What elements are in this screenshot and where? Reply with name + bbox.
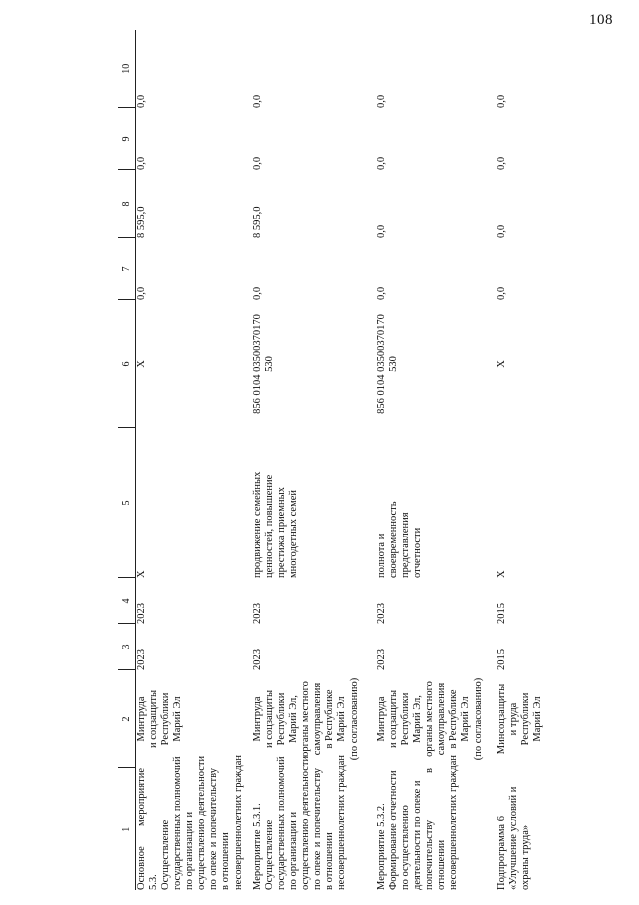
value-col-8-cell bbox=[136, 170, 253, 238]
end-year-cell bbox=[252, 578, 376, 624]
item-name-line: по организации и bbox=[288, 811, 300, 890]
executor-line: самоуправления bbox=[312, 682, 324, 756]
column-header: 3 bbox=[118, 624, 136, 670]
start-year-value: 2015 bbox=[496, 649, 507, 670]
column-header: 10 bbox=[118, 30, 136, 108]
value-col-10-cell bbox=[376, 30, 496, 108]
budget-code-line: 530 bbox=[388, 356, 400, 372]
value-col-9-value: 0,0 bbox=[252, 156, 263, 170]
value-col-7-cell bbox=[376, 238, 496, 300]
end-year-value: 2023 bbox=[252, 603, 263, 624]
executor-line: Минтруда bbox=[376, 696, 387, 742]
value-col-8-value: 8 595,0 bbox=[136, 206, 147, 238]
executor-line: и труда bbox=[508, 702, 520, 736]
item-name-line: Осуществление bbox=[264, 819, 276, 890]
item-name-line: несовершеннолетних граждан bbox=[232, 754, 244, 890]
executor-cell bbox=[376, 670, 496, 768]
executor-line: Марий Эл bbox=[336, 696, 348, 742]
executor-line: (по согласованию) bbox=[348, 677, 360, 761]
value-col-9-value: 0,0 bbox=[496, 156, 507, 170]
budget-code-cell bbox=[496, 300, 544, 428]
item-name-line: по опеке и попечительству bbox=[312, 768, 324, 890]
value-col-8-value: 0,0 bbox=[496, 224, 507, 238]
item-name-line: Подпрограмма 6 bbox=[496, 816, 507, 890]
expected-result-line: представления bbox=[400, 512, 412, 578]
executor-line: Марий Эл bbox=[532, 696, 544, 742]
column-header: 7 bbox=[118, 238, 136, 300]
item-name-line: «Улучшение условий и bbox=[508, 786, 520, 890]
item-name-line: Формирование отчетности bbox=[388, 770, 400, 890]
table-row bbox=[376, 30, 496, 890]
start-year-value: 2023 bbox=[376, 649, 387, 670]
budget-code-line: 856 0104 03500370170 bbox=[376, 314, 387, 414]
item-name-line: Мероприятие 5.3.1. bbox=[252, 803, 263, 890]
executor-line: Минсоцзащиты bbox=[496, 683, 507, 755]
item-name-cell bbox=[496, 768, 544, 890]
item-name-cell bbox=[136, 754, 253, 890]
start-year-cell bbox=[136, 624, 253, 670]
column-header: 2 bbox=[118, 670, 136, 768]
value-col-7-value: 0,0 bbox=[252, 286, 263, 300]
value-col-10-value: 0,0 bbox=[252, 94, 263, 108]
column-header: 1 bbox=[118, 768, 136, 890]
value-col-7-value: 0,0 bbox=[496, 286, 507, 300]
value-col-8-cell bbox=[496, 170, 544, 238]
budget-code-line: 530 bbox=[264, 356, 276, 372]
table-row bbox=[252, 30, 376, 890]
item-name-line: в отношении bbox=[220, 832, 232, 890]
value-col-7-cell bbox=[496, 238, 544, 300]
start-year-cell bbox=[252, 624, 376, 670]
column-header: 5 bbox=[118, 428, 136, 578]
page-number: 108 bbox=[589, 12, 613, 28]
value-col-8-cell bbox=[376, 170, 496, 238]
start-year-value: 2023 bbox=[252, 649, 263, 670]
executor-cell bbox=[136, 670, 253, 768]
value-col-8-cell bbox=[252, 170, 376, 238]
value-col-9-value: 0,0 bbox=[376, 156, 387, 170]
item-name-line: государственных полномочий bbox=[276, 756, 288, 890]
executor-line: и соцзащиты bbox=[148, 689, 160, 749]
end-year-cell bbox=[376, 578, 496, 624]
value-col-9-cell bbox=[376, 108, 496, 170]
value-col-10-value: 0,0 bbox=[136, 94, 147, 108]
executor-line: в Республике bbox=[324, 689, 336, 749]
value-col-8-value: 0,0 bbox=[376, 224, 387, 238]
start-year-value: 2023 bbox=[136, 649, 147, 670]
item-name-line: в отношении bbox=[324, 832, 336, 890]
executor-line: Республики bbox=[400, 692, 412, 746]
budget-code-cell bbox=[252, 300, 376, 428]
item-name-line: по опеке и попечительству bbox=[208, 768, 220, 890]
expected-result-cell bbox=[136, 428, 253, 578]
value-col-7-value: 0,0 bbox=[136, 286, 147, 300]
item-name-line: по организации и bbox=[184, 811, 196, 890]
expected-result-line: X bbox=[496, 570, 507, 578]
executor-cell bbox=[496, 670, 544, 768]
expected-result-line: многодетных семей bbox=[288, 489, 300, 578]
value-col-7-cell bbox=[252, 238, 376, 300]
item-name-cell bbox=[252, 754, 376, 890]
value-col-9-cell bbox=[252, 108, 376, 170]
executor-line: органы местного bbox=[424, 681, 436, 757]
end-year-cell bbox=[496, 578, 544, 624]
rotated-table-sheet bbox=[118, 30, 618, 890]
expected-result-line: ценностей, повышение bbox=[264, 474, 276, 578]
column-header: 8 bbox=[118, 170, 136, 238]
value-col-10-value: 0,0 bbox=[496, 94, 507, 108]
executor-line: Минтруда bbox=[252, 696, 263, 742]
executor-line: Республики bbox=[276, 692, 288, 746]
expected-result-cell bbox=[252, 428, 376, 578]
expected-result-cell bbox=[376, 428, 496, 578]
value-col-10-value: 0,0 bbox=[376, 94, 387, 108]
expected-result-line: своевременность bbox=[388, 501, 400, 578]
item-name-line: попечительству в отношении bbox=[424, 768, 448, 890]
executor-line: Республики bbox=[160, 692, 172, 746]
end-year-cell bbox=[136, 578, 253, 624]
item-name-line: охраны труда» bbox=[520, 824, 532, 890]
value-col-10-cell bbox=[136, 30, 253, 108]
budget-code-line: 856 0104 03500370170 bbox=[252, 314, 263, 414]
executor-line: Марий Эл bbox=[172, 696, 184, 742]
end-year-value: 2015 bbox=[496, 603, 507, 624]
item-name-line: осуществлению деятельности bbox=[300, 755, 312, 890]
column-number-row bbox=[118, 30, 136, 890]
item-name-cell bbox=[376, 754, 496, 890]
value-col-9-cell bbox=[496, 108, 544, 170]
expected-result-line: отчетности bbox=[412, 527, 424, 578]
budget-code-line: X bbox=[496, 360, 507, 368]
executor-line: и соцзащиты bbox=[264, 689, 276, 749]
value-col-10-cell bbox=[496, 30, 544, 108]
expected-result-line: X bbox=[136, 570, 147, 578]
start-year-cell bbox=[376, 624, 496, 670]
value-col-7-cell bbox=[136, 238, 253, 300]
executor-line: и соцзащиты bbox=[388, 689, 400, 749]
start-year-cell bbox=[496, 624, 544, 670]
budget-code-cell bbox=[136, 300, 253, 428]
executor-line: Минтруда bbox=[136, 696, 147, 742]
value-col-9-cell bbox=[136, 108, 253, 170]
item-name-line: несовершеннолетних граждан bbox=[448, 754, 460, 890]
table-row bbox=[136, 30, 253, 890]
value-col-8-value: 8 595,0 bbox=[252, 206, 263, 238]
executor-line: самоуправления bbox=[436, 682, 448, 756]
executor-line: Марий Эл, bbox=[288, 695, 300, 743]
value-col-7-value: 0,0 bbox=[376, 286, 387, 300]
executor-line: Республики bbox=[520, 692, 532, 746]
budget-code-cell bbox=[376, 300, 496, 428]
expected-result-cell bbox=[496, 428, 544, 578]
expected-result-line: престижа приемных bbox=[276, 487, 288, 578]
item-name-line: осуществлению деятельности bbox=[196, 755, 208, 890]
executor-line: органы местного bbox=[300, 681, 312, 757]
value-col-9-value: 0,0 bbox=[136, 156, 147, 170]
column-header: 9 bbox=[118, 108, 136, 170]
value-col-10-cell bbox=[252, 30, 376, 108]
executor-cell bbox=[252, 670, 376, 768]
end-year-value: 2023 bbox=[376, 603, 387, 624]
item-name-line: государственных полномочий bbox=[172, 756, 184, 890]
column-header: 6 bbox=[118, 300, 136, 428]
executor-line: Марий Эл bbox=[460, 696, 472, 742]
item-name-line: несовершеннолетних граждан bbox=[336, 754, 348, 890]
budget-code-line: X bbox=[136, 360, 147, 368]
executor-line: (по согласованию) bbox=[472, 677, 484, 761]
item-name-line: Осуществление bbox=[160, 819, 172, 890]
item-name-line: Мероприятие 5.3.2. bbox=[376, 803, 387, 890]
expected-result-line: полнота и bbox=[376, 533, 387, 578]
executor-line: в Республике bbox=[448, 689, 460, 749]
table-row bbox=[496, 30, 544, 890]
end-year-value: 2023 bbox=[136, 603, 147, 624]
expected-result-line: продвижение семейных bbox=[252, 471, 263, 578]
program-table bbox=[118, 30, 544, 890]
column-header: 4 bbox=[118, 578, 136, 624]
executor-line: Марий Эл, bbox=[412, 695, 424, 743]
item-name-line: Основное мероприятие 5.3. bbox=[136, 768, 160, 890]
item-name-line: по осуществлению bbox=[400, 805, 412, 890]
item-name-line: деятельности по опеке и bbox=[412, 780, 424, 890]
